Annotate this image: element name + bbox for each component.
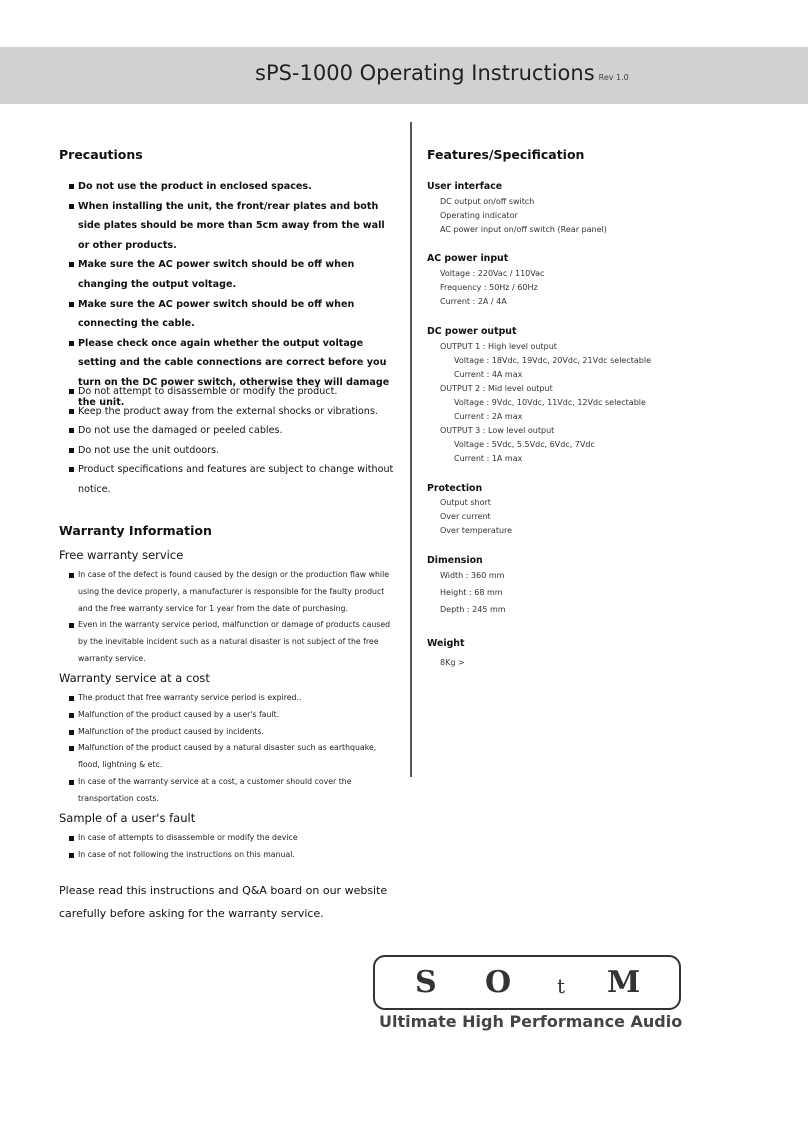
spec-line: Current : 4A max [454,370,523,379]
header-bar [0,47,808,104]
list-item: Even in the warranty service period, malfunction or damage of products caused by the inevitable incident such as a natural disaster is not subject of the free warranty service. [59,617,394,667]
protection-title: Protection [427,483,483,494]
precautions-heading: Precautions [59,147,143,162]
logo-letter: t [557,974,566,998]
list-item: Do not use the product in enclosed spaces. [59,177,399,197]
list-item: In case of the defect is found caused by the design or the production flaw while using the device properly, a manufacturer is responsible for the faulty product and the free warranty service for 1 year from the date of purchasing. [59,567,394,617]
list-item: In case of attempts to disassemble or modify the device [59,830,394,847]
spec-line: Frequency : 50Hz / 60Hz [440,283,538,292]
list-item: When installing the unit, the front/rear plates and both side plates should be more than 5cm away from the wall or other products. [59,197,399,256]
spec-line: Over temperature [440,526,513,535]
cost-warranty-list [59,690,394,808]
logo-letter: M [607,965,641,1000]
list-item: In case of not following the instructions on this manual. [59,847,394,864]
spec-line: Over current [440,512,491,521]
free-warranty-list [59,567,394,668]
sotm-logo [373,955,681,1010]
list-item: Make sure the AC power switch should be off when changing the output voltage. [59,255,399,294]
cost-warranty-title: Warranty service at a cost [59,671,210,685]
list-item: Malfunction of the product caused by a natural disaster such as earthquake, flood, lightning & etc. [59,740,394,774]
precautions-bold-list [59,177,399,412]
user-fault-list [59,830,394,864]
list-item: Keep the product away from the external shocks or vibrations. [59,402,404,422]
list-item: Please check once again whether the output voltage setting and the cable connections are correct before you turn on the DC power switch, otherwise they will damage the unit. [59,334,399,412]
spec-line: Depth : 245 mm [440,605,506,614]
list-item: Malfunction of the product caused by incidents. [59,724,394,741]
spec-line: Voltage : 9Vdc, 10Vdc, 11Vdc, 12Vdc selectable [454,398,646,407]
spec-line: Operating indicator [440,211,518,220]
spec-line: Output short [440,498,491,507]
warranty-note [59,880,399,925]
ac-input-title: AC power input [427,253,509,264]
spec-line: Voltage : 18Vdc, 19Vdc, 20Vdc, 21Vdc selectable [454,356,651,365]
precautions-list [59,382,404,500]
spec-line: Voltage : 220Vac / 110Vac [440,269,545,278]
spec-line: OUTPUT 2 : Mid level output [440,384,553,393]
spec-line: Current : 2A / 4A [440,297,507,306]
user-fault-title: Sample of a user's fault [59,811,196,825]
revision-label: Rev 1.0 [598,73,629,82]
note-line: carefully before asking for the warranty service. [59,906,324,920]
note-line: Please read this instructions and Q&A board on our website [59,884,388,897]
logo-tagline: Ultimate High Performance Audio [379,1012,683,1031]
document-title: sPS-1000 Operating Instructions Rev 1.0 [255,61,629,85]
logo-letter: O [485,965,512,1000]
list-item: Do not use the unit outdoors. [59,441,404,461]
list-item: The product that free warranty service period is expired.. [59,690,394,707]
logo-letter: S [415,965,437,1000]
list-item: Make sure the AC power switch should be off when connecting the cable. [59,295,399,334]
user-interface-title: User interface [427,181,503,192]
list-item: Do not use the damaged or peeled cables. [59,421,404,441]
weight-value: 8Kg > [440,658,465,667]
spec-line: AC power input on/off switch (Rear panel) [440,225,607,234]
list-item: Malfunction of the product caused by a user's fault. [59,707,394,724]
spec-line: Voltage : 5Vdc, 5.5Vdc, 6Vdc, 7Vdc [454,440,595,449]
features-heading: Features/Specification [427,147,585,162]
spec-line: Current : 1A max [454,454,523,463]
list-item: Do not attempt to disassemble or modify the product. [59,382,404,402]
warranty-heading: Warranty Information [59,523,212,538]
spec-line: OUTPUT 1 : High level output [440,342,557,351]
spec-line: Current : 2A max [454,412,523,421]
spec-line: OUTPUT 3 : Low level output [440,426,555,435]
weight-title: Weight [427,638,465,649]
dimension-title: Dimension [427,555,483,566]
list-item: In case of the warranty service at a cost, a customer should cover the transportation costs. [59,774,394,808]
dc-output-title: DC power output [427,326,517,337]
column-divider [410,122,412,777]
spec-line: DC output on/off switch [440,197,535,206]
spec-line: Height : 68 mm [440,588,503,597]
free-warranty-title: Free warranty service [59,548,184,562]
spec-line: Width : 360 mm [440,571,505,580]
list-item: Product specifications and features are subject to change without notice. [59,460,404,499]
